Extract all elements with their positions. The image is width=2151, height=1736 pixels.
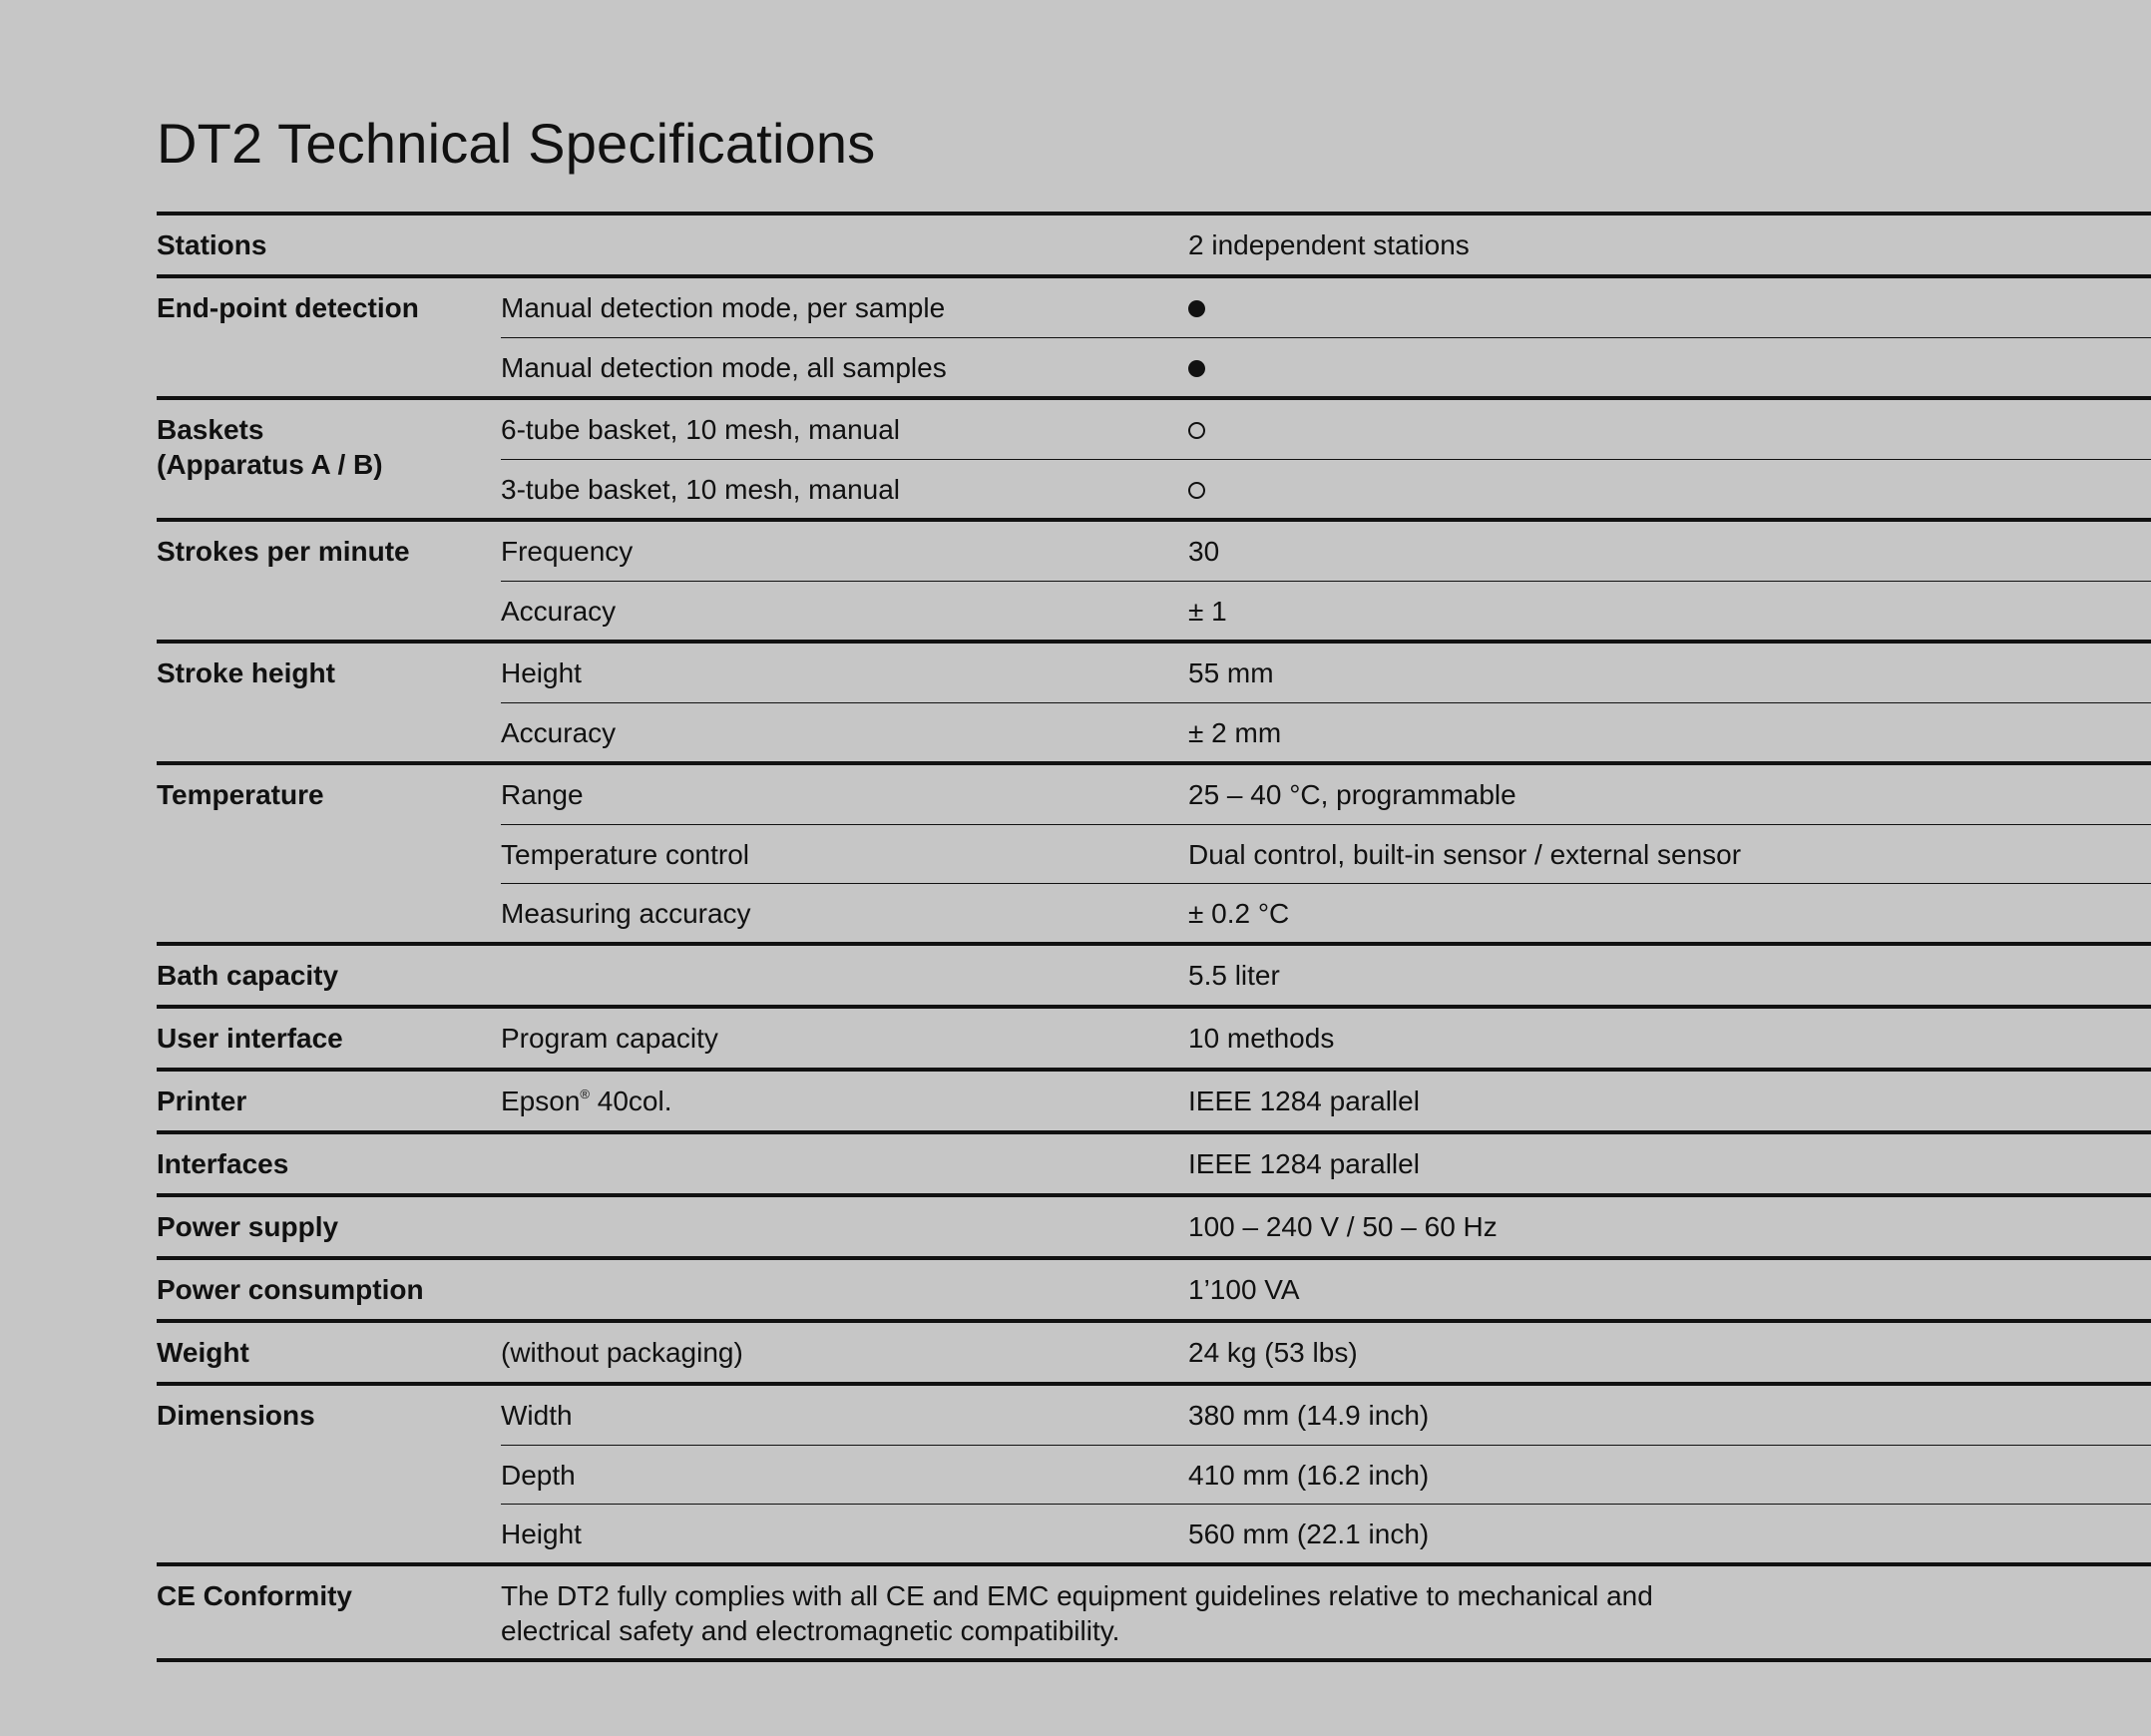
spec-label: Width: [501, 1400, 573, 1431]
spec-category: CE Conformity: [157, 1580, 352, 1611]
table-row: [157, 1009, 2151, 1068]
spec-value: 560 mm (22.1 inch): [1188, 1519, 1430, 1549]
spec-value: ± 2 mm: [1188, 717, 1282, 748]
spec-label: [501, 946, 1188, 1005]
spec-group-interfaces: [157, 1130, 2151, 1193]
table-row: [501, 581, 2151, 640]
table-row: [157, 644, 2151, 702]
spec-value: [1188, 278, 2151, 337]
table-row: [157, 278, 2151, 337]
spec-category: Printer: [157, 1085, 247, 1116]
spec-label: Program capacity: [501, 1023, 718, 1054]
spec-label: Temperature control: [501, 839, 750, 870]
spec-group-stations: [157, 212, 2151, 274]
spec-value: 30: [1188, 536, 1220, 567]
spec-label: Depth: [501, 1460, 576, 1491]
spec-group-power-supply: [157, 1193, 2151, 1256]
spec-label: [501, 1260, 1188, 1319]
spec-category: Interfaces: [157, 1148, 289, 1179]
spec-value: IEEE 1284 parallel: [1188, 1148, 1420, 1179]
spec-category: Baskets (Apparatus A / B): [157, 414, 383, 480]
table-row: [157, 216, 2151, 274]
registered-mark: ®: [580, 1086, 590, 1101]
spec-group-baskets: [157, 396, 2151, 518]
table-row: [501, 1504, 2151, 1562]
spec-category: End-point detection: [157, 292, 419, 323]
spec-category: Bath capacity: [157, 960, 339, 991]
spec-category: User interface: [157, 1023, 343, 1054]
spec-group-power-consumption: [157, 1256, 2151, 1319]
spec-category: Dimensions: [157, 1400, 315, 1431]
spec-label: [501, 1134, 1188, 1193]
table-row: [157, 1386, 2151, 1445]
table-row: [501, 883, 2151, 942]
spec-label: (without packaging): [501, 1337, 743, 1368]
spec-label: Accuracy: [501, 717, 617, 748]
spec-value: 1’100 VA: [1188, 1274, 1300, 1305]
spec-group-printer: [157, 1068, 2151, 1130]
spec-group-user-interface: [157, 1005, 2151, 1068]
printer-brand: Epson: [501, 1085, 581, 1116]
spec-value: 410 mm (16.2 inch): [1188, 1460, 1430, 1491]
spec-category: Weight: [157, 1337, 249, 1368]
table-row: [157, 1072, 2151, 1130]
spec-value: [1188, 400, 2151, 459]
table-row: [157, 1197, 2151, 1256]
spec-category: Stroke height: [157, 657, 335, 688]
open-circle-icon: [1188, 482, 1205, 499]
ce-conformity-text: The DT2 fully complies with all CE and EMC equipment guidelines relative to mechanical and electrical safety and electromagnetic compatibility.: [501, 1580, 1653, 1646]
table-row: [501, 337, 2151, 396]
spec-label: [501, 1072, 1188, 1130]
spec-value: ± 0.2 °C: [1188, 898, 1290, 929]
spec-label: Manual detection mode, all samples: [501, 352, 947, 383]
spec-value: 5.5 liter: [1188, 960, 1280, 991]
spec-group-endpoint-detection: [157, 274, 2151, 396]
spec-label: Frequency: [501, 536, 634, 567]
spec-category: Temperature: [157, 779, 324, 810]
table-row: [157, 1134, 2151, 1193]
table-row: [157, 522, 2151, 581]
printer-model: 40col.: [590, 1085, 672, 1116]
spec-label: 3-tube basket, 10 mesh, manual: [501, 474, 901, 505]
spec-category: Power supply: [157, 1211, 339, 1242]
table-row: [157, 400, 2151, 480]
spec-value: 2 independent stations: [1188, 229, 1470, 260]
spec-label: Height: [501, 657, 582, 688]
table-row: [157, 946, 2151, 1005]
spec-value: [1188, 460, 2151, 518]
spec-label: Height: [501, 1519, 582, 1549]
table-row: [157, 1260, 2151, 1319]
spec-group-bath-capacity: [157, 942, 2151, 1005]
table-row: [157, 1566, 2151, 1658]
spec-label: Accuracy: [501, 596, 617, 627]
spec-value: ± 1: [1188, 596, 1227, 627]
spec-value: 380 mm (14.9 inch): [1188, 1400, 1430, 1431]
spec-label: Measuring accuracy: [501, 898, 751, 929]
spec-group-dimensions: [157, 1382, 2151, 1562]
filled-dot-icon: [1188, 360, 1205, 377]
spec-value: 55 mm: [1188, 657, 1274, 688]
spec-category: Stations: [157, 229, 267, 260]
table-row: [501, 1445, 2151, 1504]
open-circle-icon: [1188, 422, 1205, 439]
spec-value: 24 kg (53 lbs): [1188, 1337, 1358, 1368]
spec-value: [1188, 338, 2151, 396]
table-row: [157, 1323, 2151, 1382]
table-row: [501, 459, 2151, 518]
spec-label: Range: [501, 779, 584, 810]
spec-label: Manual detection mode, per sample: [501, 292, 946, 323]
table-row: [501, 824, 2151, 883]
spec-label: 6-tube basket, 10 mesh, manual: [501, 414, 901, 445]
spec-value: 10 methods: [1188, 1023, 1335, 1054]
spec-table: [157, 212, 2151, 1662]
spec-label: [501, 1197, 1188, 1256]
table-row: [157, 765, 2151, 824]
filled-dot-icon: [1188, 300, 1205, 317]
spec-value: 25 – 40 °C, programmable: [1188, 779, 1516, 810]
spec-value: Dual control, built-in sensor / external sensor: [1188, 839, 1742, 870]
spec-value: IEEE 1284 parallel: [1188, 1085, 1420, 1116]
spec-group-temperature: [157, 761, 2151, 942]
spec-group-stroke-height: [157, 640, 2151, 761]
spec-label: [501, 216, 1188, 274]
table-row: [501, 702, 2151, 761]
spec-value: 100 – 240 V / 50 – 60 Hz: [1188, 1211, 1498, 1242]
spec-group-ce-conformity: [157, 1562, 2151, 1662]
spec-group-strokes-per-minute: [157, 518, 2151, 640]
page-title: DT2 Technical Specifications: [157, 112, 876, 175]
spec-category: Strokes per minute: [157, 536, 410, 567]
spec-group-weight: [157, 1319, 2151, 1382]
spec-category: Power consumption: [157, 1274, 424, 1305]
